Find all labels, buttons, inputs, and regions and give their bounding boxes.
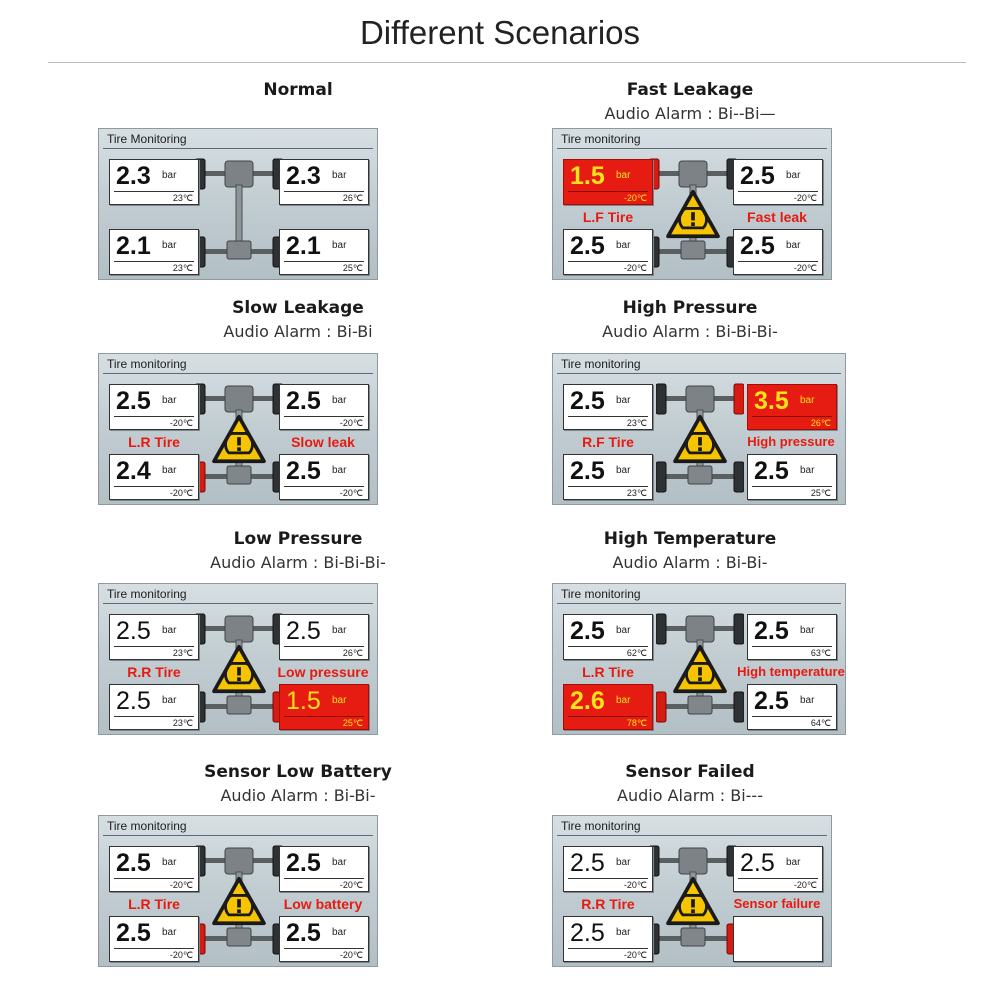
- box-divider: [568, 191, 648, 192]
- tire-box-fr: [747, 384, 837, 430]
- tire-temperature: 23℃: [172, 648, 193, 658]
- box-divider: [568, 646, 648, 647]
- pressure-unit: bar: [162, 240, 177, 251]
- tire-pressure-value: 2.1: [116, 232, 151, 260]
- tire-box-fr: [747, 614, 837, 660]
- tire-box-fr: [279, 614, 369, 660]
- tire-pressure-warning-icon: [211, 876, 267, 926]
- tire-temperature: 26℃: [342, 193, 363, 203]
- box-divider: [114, 486, 194, 487]
- pressure-unit: bar: [616, 240, 631, 251]
- tire-temperature: 23℃: [172, 718, 193, 728]
- panel-header: Tire monitoring: [99, 816, 377, 836]
- tire-temperature: -20℃: [623, 193, 647, 203]
- warning-tire-location: L.R Tire: [128, 434, 180, 450]
- box-divider: [284, 878, 364, 879]
- scenario-heading: [460, 78, 920, 126]
- tire-temperature: -20℃: [623, 950, 647, 960]
- box-divider: [568, 878, 648, 879]
- tire-temperature: 64℃: [810, 718, 831, 728]
- tire-pressure-value: 2.4: [116, 457, 151, 485]
- tire-box-fr: [279, 846, 369, 892]
- tire-pressure-value: 2.5: [740, 232, 775, 260]
- tire-box-rr: [279, 229, 369, 275]
- tire-pressure-value: 2.5: [116, 617, 151, 645]
- tire-pressure-value: 1.5: [570, 162, 605, 190]
- box-divider: [752, 646, 832, 647]
- box-divider: [114, 261, 194, 262]
- scenario-heading: [68, 296, 528, 344]
- tire-box-rr: [747, 454, 837, 500]
- wheel-icon: [734, 692, 744, 722]
- box-divider: [284, 716, 364, 717]
- tire-temperature: 25℃: [342, 263, 363, 273]
- tire-temperature: 26℃: [810, 418, 831, 428]
- tire-pressure-value: 2.5: [740, 849, 775, 877]
- tire-box-fl: [563, 614, 653, 660]
- scenario-heading: [460, 296, 920, 344]
- pressure-unit: bar: [616, 625, 631, 636]
- scenario-name: Fast Leakage: [626, 80, 754, 100]
- tire-temperature: -20℃: [169, 418, 193, 428]
- tire-temperature: -20℃: [793, 880, 817, 890]
- panel-header: Tire monitoring: [553, 816, 831, 836]
- box-divider: [284, 416, 364, 417]
- tire-monitoring-panel: [552, 353, 846, 505]
- pressure-unit: bar: [616, 465, 631, 476]
- scenario-name: High Temperature: [603, 529, 777, 549]
- tire-pressure-value: 2.6: [570, 687, 605, 715]
- tire-box-rr: [279, 916, 369, 962]
- panel-header: Tire monitoring: [99, 354, 377, 374]
- audio-alarm-label: Audio Alarm : Bi-Bi: [223, 322, 373, 341]
- box-divider: [114, 646, 194, 647]
- tire-pressure-value: 2.3: [116, 162, 151, 190]
- pressure-unit: bar: [616, 170, 631, 181]
- warning-message: Low pressure: [277, 664, 369, 680]
- panel-header: Tire monitoring: [99, 584, 377, 604]
- tire-pressure-value: 2.5: [740, 162, 775, 190]
- tire-box-rr: [279, 684, 369, 730]
- box-divider: [284, 261, 364, 262]
- pressure-unit: bar: [800, 395, 815, 406]
- tire-box-fl: [563, 159, 653, 205]
- scenario-heading: [68, 78, 528, 102]
- tire-box-rr: [733, 229, 823, 275]
- pressure-unit: bar: [162, 927, 177, 938]
- red-sensor-icon: [734, 384, 744, 414]
- audio-alarm-label: Audio Alarm : Bi-Bi-: [612, 553, 768, 572]
- red-sensor-icon: [656, 692, 666, 722]
- tire-temperature: -20℃: [169, 880, 193, 890]
- pressure-unit: bar: [786, 170, 801, 181]
- tire-temperature: -20℃: [793, 193, 817, 203]
- pressure-unit: bar: [332, 395, 347, 406]
- tire-pressure-value: 2.5: [570, 457, 605, 485]
- tire-box-fr: [733, 846, 823, 892]
- tire-box-rl: [563, 684, 653, 730]
- box-divider: [738, 261, 818, 262]
- tire-box-rl: [109, 229, 199, 275]
- tire-temperature: 23℃: [172, 193, 193, 203]
- tire-pressure-value: 2.5: [570, 387, 605, 415]
- wheel-icon: [656, 384, 666, 414]
- warning-tire-location: R.R Tire: [127, 664, 181, 680]
- box-divider: [568, 416, 648, 417]
- warning-message: Slow leak: [291, 434, 355, 450]
- tire-temperature: 26℃: [342, 648, 363, 658]
- audio-alarm-label: Audio Alarm : Bi---: [617, 786, 763, 805]
- tire-pressure-value: 1.5: [286, 687, 321, 715]
- warning-tire-location: R.F Tire: [582, 434, 634, 450]
- tire-temperature: 63℃: [810, 648, 831, 658]
- pressure-unit: bar: [162, 695, 177, 706]
- pressure-unit: bar: [162, 857, 177, 868]
- pressure-unit: bar: [162, 625, 177, 636]
- box-divider: [752, 486, 832, 487]
- audio-alarm-label: Audio Alarm : Bi--Bi—: [604, 104, 776, 123]
- tire-box-fr: [279, 384, 369, 430]
- tire-temperature: 25℃: [810, 488, 831, 498]
- tire-temperature: -20℃: [339, 488, 363, 498]
- tire-pressure-value: 2.5: [754, 617, 789, 645]
- tire-box-rl: [563, 454, 653, 500]
- pressure-unit: bar: [332, 625, 347, 636]
- warning-message: Sensor failure: [733, 896, 821, 911]
- tire-box-rr: [747, 684, 837, 730]
- tire-box-fl: [109, 846, 199, 892]
- scenario-name: Sensor Low Battery: [204, 762, 392, 782]
- box-divider: [568, 261, 648, 262]
- box-divider: [752, 416, 832, 417]
- tire-temperature: 62℃: [626, 648, 647, 658]
- tire-pressure-value: 2.3: [286, 162, 321, 190]
- tire-pressure-value: 2.5: [116, 849, 151, 877]
- box-divider: [284, 646, 364, 647]
- pressure-unit: bar: [332, 695, 347, 706]
- pressure-unit: bar: [616, 927, 631, 938]
- tire-pressure-value: 3.5: [754, 387, 789, 415]
- tire-pressure-value: 2.5: [286, 617, 321, 645]
- tire-pressure-warning-icon: [211, 414, 267, 464]
- scenario-name: High Pressure: [622, 298, 758, 318]
- tire-pressure-value: 2.5: [286, 919, 321, 947]
- tire-pressure-value: 2.5: [570, 232, 605, 260]
- pressure-unit: bar: [162, 170, 177, 181]
- tire-monitoring-panel: [98, 815, 378, 967]
- title-divider: [48, 62, 966, 63]
- tire-box-fl: [563, 846, 653, 892]
- wheel-icon: [656, 614, 666, 644]
- audio-alarm-label: Audio Alarm : Bi-Bi-Bi-: [210, 553, 386, 572]
- box-divider: [114, 948, 194, 949]
- tire-temperature: -20℃: [339, 418, 363, 428]
- warning-message: Fast leak: [747, 209, 807, 225]
- tire-box-rl: [109, 916, 199, 962]
- tire-box-fl: [563, 384, 653, 430]
- tire-box-fl: [109, 384, 199, 430]
- warning-tire-location: L.R Tire: [128, 896, 180, 912]
- warning-message: Low battery: [283, 896, 363, 912]
- scenario-name: Slow Leakage: [232, 298, 364, 318]
- tire-pressure-value: 2.5: [570, 919, 605, 947]
- tire-monitoring-panel: [98, 353, 378, 505]
- warning-tire-location: L.R Tire: [582, 664, 634, 680]
- tire-pressure-value: 2.5: [286, 457, 321, 485]
- tire-monitoring-panel: [98, 583, 378, 735]
- panel-header: Tire monitoring: [553, 354, 845, 374]
- tire-pressure-value: 2.5: [286, 849, 321, 877]
- pressure-unit: bar: [786, 857, 801, 868]
- box-divider: [738, 878, 818, 879]
- scenario-heading: [460, 760, 920, 808]
- warning-tire-location: R.R Tire: [581, 896, 635, 912]
- wheel-icon: [656, 462, 666, 492]
- warning-message: High temperature: [737, 664, 845, 679]
- box-divider: [284, 948, 364, 949]
- scenario-heading: [460, 527, 920, 575]
- tire-temperature: -20℃: [339, 950, 363, 960]
- pressure-unit: bar: [800, 625, 815, 636]
- tire-box-fr: [279, 159, 369, 205]
- tire-box-rl: [109, 684, 199, 730]
- pressure-unit: bar: [786, 240, 801, 251]
- tire-pressure-value: 2.5: [570, 849, 605, 877]
- pressure-unit: bar: [332, 240, 347, 251]
- tire-temperature: 23℃: [626, 418, 647, 428]
- box-divider: [284, 486, 364, 487]
- box-divider: [114, 191, 194, 192]
- box-divider: [752, 716, 832, 717]
- tire-box-rl: [563, 229, 653, 275]
- tire-box-fl: [109, 614, 199, 660]
- pressure-unit: bar: [162, 395, 177, 406]
- tire-box-rl: [563, 916, 653, 962]
- wheel-icon: [734, 462, 744, 492]
- box-divider: [284, 191, 364, 192]
- tire-pressure-value: 2.5: [286, 387, 321, 415]
- tire-temperature: 25℃: [342, 718, 363, 728]
- tire-pressure-warning-icon: [672, 414, 728, 464]
- warning-message: High pressure: [747, 434, 835, 449]
- page-title: Different Scenarios: [359, 14, 641, 51]
- wheel-icon: [734, 614, 744, 644]
- pressure-unit: bar: [332, 927, 347, 938]
- panel-header: Tire Monitoring: [99, 129, 377, 149]
- pressure-unit: bar: [616, 395, 631, 406]
- tire-temperature: -20℃: [169, 950, 193, 960]
- scenario-name: Low Pressure: [233, 529, 363, 549]
- pressure-unit: bar: [800, 695, 815, 706]
- box-divider: [568, 486, 648, 487]
- tire-pressure-value: 2.5: [754, 457, 789, 485]
- panel-header: Tire monitoring: [553, 584, 845, 604]
- box-divider: [114, 878, 194, 879]
- tire-pressure-warning-icon: [665, 189, 721, 239]
- tire-pressure-warning-icon: [665, 876, 721, 926]
- audio-alarm-label: Audio Alarm : Bi-Bi-: [220, 786, 376, 805]
- tire-box-fr: [733, 159, 823, 205]
- pressure-unit: bar: [616, 695, 631, 706]
- pressure-unit: bar: [800, 465, 815, 476]
- tire-temperature: -20℃: [623, 880, 647, 890]
- box-divider: [114, 716, 194, 717]
- box-divider: [114, 416, 194, 417]
- tire-temperature: -20℃: [339, 880, 363, 890]
- tire-pressure-value: 2.5: [116, 919, 151, 947]
- scenario-name: Sensor Failed: [625, 762, 755, 782]
- tire-box-rr: [279, 454, 369, 500]
- tire-pressure-value: 2.5: [116, 687, 151, 715]
- warning-tire-location: L.F Tire: [582, 209, 634, 225]
- tire-box-fl: [109, 159, 199, 205]
- tire-monitoring-panel: [552, 128, 832, 280]
- pressure-unit: bar: [162, 465, 177, 476]
- panel-header: Tire monitoring: [553, 129, 831, 149]
- tire-pressure-warning-icon: [672, 644, 728, 694]
- pressure-unit: bar: [332, 170, 347, 181]
- tire-temperature: -20℃: [793, 263, 817, 273]
- tire-box-rr: [733, 916, 823, 962]
- tire-monitoring-panel: [552, 583, 846, 735]
- tire-temperature: -20℃: [623, 263, 647, 273]
- scenario-heading: [68, 760, 528, 808]
- tire-pressure-value: 2.5: [570, 617, 605, 645]
- box-divider: [568, 948, 648, 949]
- tire-pressure-value: 2.5: [116, 387, 151, 415]
- tire-temperature: 23℃: [626, 488, 647, 498]
- tire-monitoring-panel: [552, 815, 832, 967]
- tire-pressure-value: 2.5: [754, 687, 789, 715]
- pressure-unit: bar: [332, 465, 347, 476]
- tire-monitoring-panel: [98, 128, 378, 280]
- pressure-unit: bar: [332, 857, 347, 868]
- tire-temperature: 23℃: [172, 263, 193, 273]
- tire-temperature: -20℃: [169, 488, 193, 498]
- box-divider: [738, 191, 818, 192]
- car-chassis-icon: [195, 157, 283, 273]
- scenario-heading: [68, 527, 528, 575]
- tire-temperature: 78℃: [626, 718, 647, 728]
- tire-pressure-warning-icon: [211, 644, 267, 694]
- pressure-unit: bar: [616, 857, 631, 868]
- audio-alarm-label: Audio Alarm : Bi-Bi-Bi-: [602, 322, 778, 341]
- tire-pressure-value: 2.1: [286, 232, 321, 260]
- tire-box-rl: [109, 454, 199, 500]
- box-divider: [568, 716, 648, 717]
- scenario-name: Normal: [263, 80, 333, 100]
